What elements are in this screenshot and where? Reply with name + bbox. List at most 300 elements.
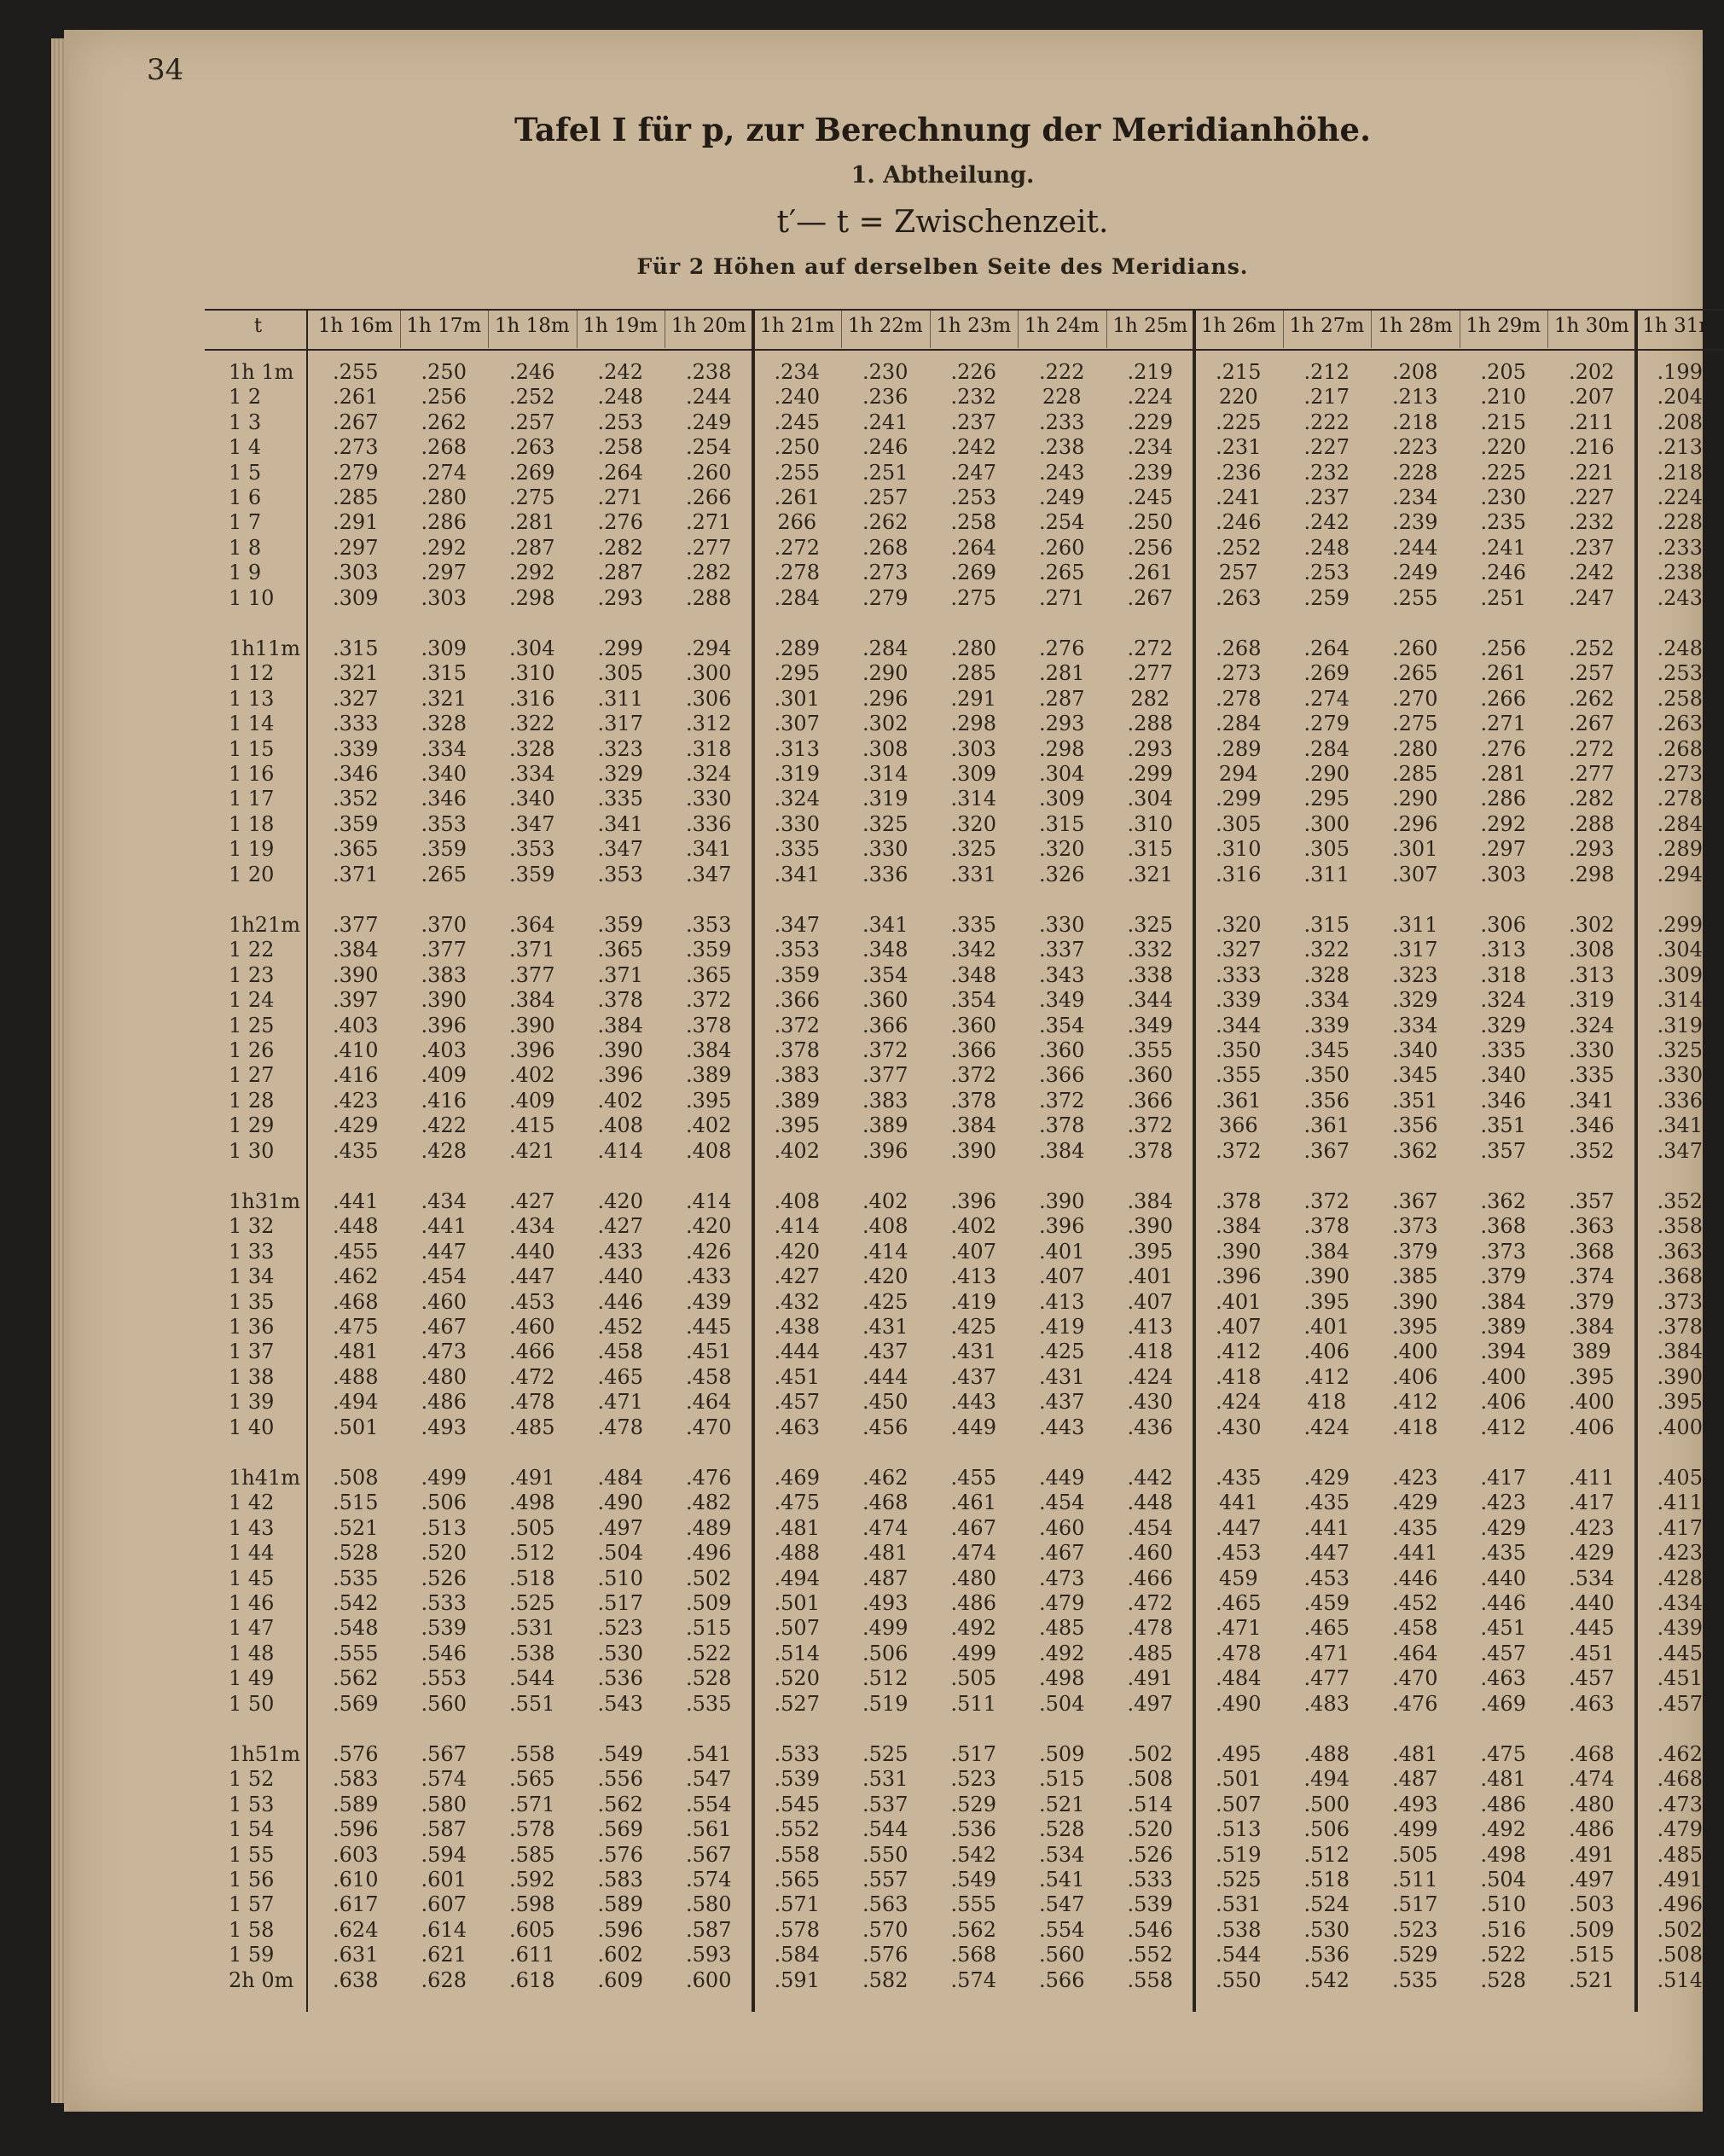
- table-cell: .609: [597, 1967, 643, 1992]
- table-cell: .323: [1392, 962, 1438, 987]
- table-cell: .251: [1480, 585, 1526, 610]
- table-cell: .285: [950, 661, 996, 686]
- table-cell: .413: [950, 1264, 996, 1289]
- table-cell: .563: [862, 1892, 908, 1917]
- row-t-label: 1 57: [229, 1892, 275, 1917]
- table-cell: .313: [1569, 962, 1615, 987]
- table-cell: .401: [1127, 1264, 1173, 1289]
- table-cell: .273: [1657, 762, 1703, 786]
- table-cell: .359: [597, 913, 643, 937]
- table-cell: .570: [862, 1917, 908, 1942]
- table-cell: .366: [950, 1038, 996, 1062]
- table-cell: .429: [333, 1113, 379, 1138]
- table-cell: .503: [1569, 1892, 1615, 1917]
- table-cell: .351: [1392, 1088, 1438, 1113]
- table-cell: .372: [686, 988, 732, 1013]
- table-cell: .275: [509, 485, 555, 509]
- table-cell: .298: [950, 712, 996, 736]
- table-cell: .464: [1392, 1641, 1438, 1665]
- table-cell: .429: [1392, 1491, 1438, 1515]
- table-cell: .346: [333, 762, 379, 786]
- table-cell: .483: [1303, 1691, 1350, 1716]
- table-cell: .501: [774, 1591, 820, 1615]
- page-title: Tafel I für p, zur Berechnung der Meridianhöhe.: [514, 111, 1371, 148]
- table-cell: .420: [862, 1264, 908, 1289]
- table-cell: .416: [333, 1063, 379, 1088]
- table-cell: .492: [950, 1616, 996, 1641]
- table-cell: .232: [1303, 460, 1350, 485]
- table-cell: .384: [1127, 1189, 1173, 1213]
- table-cell: .234: [774, 360, 820, 384]
- table-cell: .546: [421, 1641, 467, 1665]
- table-cell: .571: [509, 1792, 555, 1816]
- table-cell: .593: [686, 1943, 732, 1967]
- table-cell: .473: [421, 1340, 467, 1364]
- table-cell: .487: [862, 1566, 908, 1590]
- table-cell: .414: [597, 1138, 643, 1163]
- table-cell: .307: [1392, 862, 1438, 886]
- table-cell: .509: [1039, 1742, 1085, 1766]
- table-cell: .434: [1657, 1591, 1703, 1615]
- table-cell: .372: [950, 1063, 996, 1088]
- table-cell: .539: [421, 1616, 467, 1641]
- table-cell: .269: [950, 561, 996, 585]
- table-cell: .434: [509, 1214, 555, 1239]
- table-cell: .423: [1657, 1541, 1703, 1566]
- table-cell: .476: [1392, 1691, 1438, 1716]
- table-cell: .468: [1657, 1767, 1703, 1792]
- table-cell: .457: [1657, 1691, 1703, 1716]
- table-cell: .624: [333, 1917, 379, 1942]
- column-header: 1h 16m: [317, 315, 393, 337]
- table-cell: .395: [1303, 1289, 1350, 1314]
- table-cell: .497: [1569, 1868, 1615, 1892]
- table-cell: .504: [597, 1541, 643, 1566]
- table-cell: .372: [1039, 1088, 1085, 1113]
- table-cell: .249: [686, 410, 732, 434]
- table-cell: .402: [774, 1138, 820, 1163]
- table-cell: .357: [1480, 1138, 1526, 1163]
- table-cell: .230: [1480, 485, 1526, 509]
- table-cell: .415: [509, 1113, 555, 1138]
- table-cell: .462: [333, 1264, 379, 1289]
- table-cell: .354: [1039, 1013, 1085, 1037]
- table-cell: .444: [774, 1340, 820, 1364]
- table-cell: .444: [862, 1364, 908, 1389]
- table-cell: .435: [1392, 1515, 1438, 1540]
- table-cell: .317: [1392, 938, 1438, 962]
- row-t-label: 1h21m: [229, 913, 301, 937]
- row-t-label: 1 2: [229, 385, 262, 410]
- table-cell: .288: [686, 585, 732, 610]
- table-cell: .453: [509, 1289, 555, 1314]
- table-cell: 257: [1218, 561, 1258, 585]
- table-cell: .334: [509, 762, 555, 786]
- table-cell: .357: [1569, 1189, 1615, 1213]
- table-cell: .237: [950, 410, 996, 434]
- table-cell: .520: [774, 1666, 820, 1691]
- table-cell: .395: [774, 1113, 820, 1138]
- table-cell: .298: [1039, 736, 1085, 761]
- table-cell: .309: [421, 636, 467, 660]
- table-cell: .378: [1039, 1113, 1085, 1138]
- table-cell: .349: [1039, 988, 1085, 1013]
- table-cell: .282: [597, 535, 643, 560]
- table-cell: .319: [774, 762, 820, 786]
- table-cell: .411: [1569, 1466, 1615, 1490]
- table-cell: .402: [862, 1189, 908, 1213]
- table-cell: .313: [774, 736, 820, 761]
- table-cell: .504: [1480, 1868, 1526, 1892]
- table-cell: .395: [686, 1088, 732, 1113]
- table-cell: .550: [862, 1842, 908, 1867]
- table-cell: .207: [1569, 385, 1615, 410]
- table-cell: .287: [597, 561, 643, 585]
- table-cell: .589: [333, 1792, 379, 1816]
- table-cell: .448: [333, 1214, 379, 1239]
- table-cell: .215: [1480, 410, 1526, 434]
- table-cell: .458: [597, 1340, 643, 1364]
- table-cell: .366: [1039, 1063, 1085, 1088]
- table-cell: .409: [421, 1063, 467, 1088]
- table-cell: .460: [1127, 1541, 1173, 1566]
- table-cell: .361: [1303, 1113, 1350, 1138]
- table-cell: .338: [1127, 962, 1173, 987]
- table-cell: .465: [1303, 1616, 1350, 1641]
- table-cell: .286: [421, 510, 467, 535]
- table-cell: .407: [950, 1239, 996, 1264]
- table-cell: .352: [333, 787, 379, 811]
- table-cell: .536: [597, 1666, 643, 1691]
- row-t-label: 1 9: [229, 561, 262, 585]
- table-cell: .524: [1303, 1892, 1350, 1917]
- table-cell: .241: [1480, 535, 1526, 560]
- table-cell: .443: [950, 1390, 996, 1415]
- table-cell: .473: [1039, 1566, 1085, 1590]
- table-cell: .256: [1480, 636, 1526, 660]
- table-cell: .228: [1657, 510, 1703, 535]
- table-cell: .346: [1480, 1088, 1526, 1113]
- table-cell: .515: [1569, 1943, 1615, 1967]
- table-cell: .460: [1039, 1515, 1085, 1540]
- table-cell: .278: [1657, 787, 1703, 811]
- table-cell: .411: [1657, 1491, 1703, 1515]
- table-cell: .441: [333, 1189, 379, 1213]
- table-cell: .330: [686, 787, 732, 811]
- table-cell: .294: [686, 636, 732, 660]
- table-cell: .442: [1127, 1466, 1173, 1490]
- table-cell: .552: [1127, 1943, 1173, 1967]
- table-cell: .390: [597, 1038, 643, 1062]
- table-cell: .515: [333, 1491, 379, 1515]
- table-cell: .333: [1216, 962, 1262, 987]
- table-cell: .204: [1657, 385, 1703, 410]
- table-cell: .406: [1392, 1364, 1438, 1389]
- table-cell: .390: [1392, 1289, 1438, 1314]
- row-t-label: 1 27: [229, 1063, 275, 1088]
- table-cell: .324: [686, 762, 732, 786]
- table-cell: .408: [597, 1113, 643, 1138]
- table-cell: .368: [1480, 1214, 1526, 1239]
- table-cell: .569: [597, 1817, 643, 1842]
- table-cell: .341: [686, 837, 732, 862]
- table-cell: .533: [1127, 1868, 1173, 1892]
- table-cell: .244: [686, 385, 732, 410]
- table-cell: .435: [1480, 1541, 1526, 1566]
- table-cell: .290: [862, 661, 908, 686]
- table-cell: .400: [1657, 1415, 1703, 1439]
- table-cell: .498: [1039, 1666, 1085, 1691]
- table-cell: .409: [509, 1088, 555, 1113]
- table-cell: .384: [1569, 1315, 1615, 1339]
- table-cell: .523: [597, 1616, 643, 1641]
- table-cell: .281: [1480, 762, 1526, 786]
- table-cell: .558: [774, 1842, 820, 1867]
- table-cell: .278: [1216, 686, 1262, 711]
- row-t-label: 1 32: [229, 1214, 275, 1239]
- row-t-label: 1 15: [229, 736, 275, 761]
- row-t-label: 1 59: [229, 1943, 275, 1967]
- table-cell: .493: [1392, 1792, 1438, 1816]
- table-cell: .518: [509, 1566, 555, 1590]
- table-cell: .327: [333, 686, 379, 711]
- row-t-label: 1 25: [229, 1013, 275, 1037]
- table-cell: .554: [686, 1792, 732, 1816]
- table-cell: .261: [774, 485, 820, 509]
- table-cell: .281: [509, 510, 555, 535]
- row-t-label: 1 29: [229, 1113, 275, 1138]
- table-cell: .454: [1039, 1491, 1085, 1515]
- column-header: 1h 18m: [494, 315, 570, 337]
- table-cell: .255: [1392, 585, 1438, 610]
- table-cell: .424: [1216, 1390, 1262, 1415]
- table-note: Für 2 Höhen auf derselben Seite des Meridians.: [636, 254, 1249, 279]
- table-cell: .519: [1216, 1842, 1262, 1867]
- table-cell: .348: [862, 938, 908, 962]
- table-cell: .488: [1303, 1742, 1350, 1766]
- row-t-label: 2h 0m: [229, 1967, 294, 1992]
- table-cell: .356: [1392, 1113, 1438, 1138]
- table-cell: .291: [333, 510, 379, 535]
- table-cell: .516: [1480, 1917, 1526, 1942]
- table-cell: .547: [1039, 1892, 1085, 1917]
- table-cell: .225: [1216, 410, 1262, 434]
- table-cell: .576: [862, 1943, 908, 1967]
- table-cell: .247: [950, 460, 996, 485]
- table-cell: .299: [1657, 913, 1703, 937]
- table-cell: .365: [686, 962, 732, 987]
- table-cell: .312: [686, 712, 732, 736]
- table-cell: .611: [509, 1943, 555, 1967]
- table-cell: .494: [1303, 1767, 1350, 1792]
- table-cell: .336: [862, 862, 908, 886]
- table-cell: .320: [1216, 913, 1262, 937]
- table-cell: .472: [1127, 1591, 1173, 1615]
- row-t-label: 1h51m: [229, 1742, 301, 1766]
- table-cell: .555: [950, 1892, 996, 1917]
- table-cell: .451: [1657, 1666, 1703, 1691]
- table-cell: .208: [1657, 410, 1703, 434]
- table-cell: .510: [597, 1566, 643, 1590]
- table-cell: .280: [421, 485, 467, 509]
- table-cell: .470: [686, 1415, 732, 1439]
- table-cell: .467: [950, 1515, 996, 1540]
- table-cell: .470: [1392, 1666, 1438, 1691]
- table-cell: .502: [1127, 1742, 1173, 1766]
- row-t-label: 1 50: [229, 1691, 275, 1716]
- table-cell: .213: [1657, 435, 1703, 460]
- row-t-label: 1 45: [229, 1566, 275, 1590]
- table-cell: .542: [333, 1591, 379, 1615]
- table-cell: .413: [1039, 1289, 1085, 1314]
- table-cell: .418: [1392, 1415, 1438, 1439]
- table-cell: .486: [1480, 1792, 1526, 1816]
- table-cell: .558: [1127, 1967, 1173, 1992]
- table-cell: .359: [333, 811, 379, 836]
- table-cell: .448: [1127, 1491, 1173, 1515]
- table-cell: .235: [1480, 510, 1526, 535]
- col-divider: [841, 311, 842, 348]
- table-cell: .546: [1127, 1917, 1173, 1942]
- table-cell: .311: [597, 686, 643, 711]
- table-cell: .480: [1569, 1792, 1615, 1816]
- table-cell: .407: [1039, 1264, 1085, 1289]
- table-cell: .297: [421, 561, 467, 585]
- table-cell: .461: [950, 1491, 996, 1515]
- table-cell: .610: [333, 1868, 379, 1892]
- table-cell: .253: [950, 485, 996, 509]
- row-t-label: 1 14: [229, 712, 275, 736]
- table-cell: .289: [1657, 837, 1703, 862]
- row-t-label: 1 30: [229, 1138, 275, 1163]
- table-cell: .578: [774, 1917, 820, 1942]
- table-cell: .306: [686, 686, 732, 711]
- table-cell: .560: [421, 1691, 467, 1716]
- table-cell: .275: [1392, 712, 1438, 736]
- table-cell: .241: [1216, 485, 1262, 509]
- table-cell: .238: [1657, 561, 1703, 585]
- table-cell: .396: [862, 1138, 908, 1163]
- column-header: 1h 26m: [1200, 315, 1276, 337]
- table-cell: .402: [950, 1214, 996, 1239]
- table-cell: .534: [1039, 1842, 1085, 1867]
- table-cell: .505: [509, 1515, 555, 1540]
- table-cell: .325: [1657, 1038, 1703, 1062]
- table-cell: .471: [1303, 1641, 1350, 1665]
- table-cell: .250: [1127, 510, 1173, 535]
- table-cell: .311: [1303, 862, 1350, 886]
- row-t-label: 1 52: [229, 1767, 275, 1792]
- table-cell: .248: [1657, 636, 1703, 660]
- table-cell: .377: [509, 962, 555, 987]
- table-cell: .508: [1657, 1943, 1703, 1967]
- table-cell: .336: [686, 811, 732, 836]
- table-cell: .417: [1569, 1491, 1615, 1515]
- table-cell: .379: [1569, 1289, 1615, 1314]
- table-cell: .287: [1039, 686, 1085, 711]
- table-cell: .336: [1657, 1088, 1703, 1113]
- table-cell: .550: [1216, 1967, 1262, 1992]
- table-cell: .522: [1480, 1943, 1526, 1967]
- table-cell: .420: [597, 1189, 643, 1213]
- table-cell: .237: [1569, 535, 1615, 560]
- table-cell: .383: [774, 1063, 820, 1088]
- table-cell: 228: [1042, 385, 1082, 410]
- row-t-label: 1 39: [229, 1390, 275, 1415]
- table-cell: .492: [1480, 1817, 1526, 1842]
- table-cell: .237: [1303, 485, 1350, 509]
- table-cell: .486: [1569, 1817, 1615, 1842]
- table-cell: .247: [1569, 585, 1615, 610]
- table-cell: .293: [1127, 736, 1173, 761]
- table-cell: .304: [1039, 762, 1085, 786]
- table-cell: .562: [950, 1917, 996, 1942]
- table-cell: .545: [774, 1792, 820, 1816]
- table-cell: .368: [1569, 1239, 1615, 1264]
- table-cell: .279: [862, 585, 908, 610]
- table-cell: .315: [1039, 811, 1085, 836]
- table-cell: .453: [1216, 1541, 1262, 1566]
- table-cell: .580: [421, 1792, 467, 1816]
- table-cell: .395: [1127, 1239, 1173, 1264]
- table-cell: .282: [1569, 787, 1615, 811]
- table-cell: .324: [1480, 988, 1526, 1013]
- table-cell: .494: [774, 1566, 820, 1590]
- table-cell: .488: [774, 1541, 820, 1566]
- table-cell: .416: [421, 1088, 467, 1113]
- table-cell: .457: [1569, 1666, 1615, 1691]
- table-cell: .408: [774, 1189, 820, 1213]
- table-cell: .515: [686, 1616, 732, 1641]
- table-cell: .294: [1657, 862, 1703, 886]
- table-cell: .331: [950, 862, 996, 886]
- table-cell: .506: [862, 1641, 908, 1665]
- table-cell: .354: [862, 962, 908, 987]
- table-cell: .451: [1480, 1616, 1526, 1641]
- table-cell: .538: [509, 1641, 555, 1665]
- table-cell: .536: [1303, 1943, 1350, 1967]
- table-cell: .544: [1216, 1943, 1262, 1967]
- table-cell: .544: [509, 1666, 555, 1691]
- table-cell: .324: [774, 787, 820, 811]
- row-t-label: 1 53: [229, 1792, 275, 1816]
- table-cell: .212: [1303, 360, 1350, 384]
- table-cell: .458: [686, 1364, 732, 1389]
- table-cell: .289: [774, 636, 820, 660]
- table-cell: .287: [509, 535, 555, 560]
- table-cell: .347: [1657, 1138, 1703, 1163]
- table-cell: .246: [509, 360, 555, 384]
- table-cell: .505: [950, 1666, 996, 1691]
- row-t-label: 1h11m: [229, 636, 301, 660]
- table-cell: .213: [1392, 385, 1438, 410]
- table-cell: 282: [1130, 686, 1170, 711]
- table-cell: .243: [1039, 460, 1085, 485]
- table-cell: .521: [1039, 1792, 1085, 1816]
- table-cell: .531: [509, 1616, 555, 1641]
- table-cell: .227: [1303, 435, 1350, 460]
- table-cell: .282: [686, 561, 732, 585]
- table-cell: .512: [509, 1541, 555, 1566]
- column-header: 1h 21m: [759, 315, 835, 337]
- table-cell: .489: [686, 1515, 732, 1540]
- table-cell: .425: [862, 1289, 908, 1314]
- row-t-label: 1 8: [229, 535, 262, 560]
- row-t-label: 1 38: [229, 1364, 275, 1389]
- table-cell: .567: [686, 1842, 732, 1867]
- table-cell: .347: [509, 811, 555, 836]
- table-cell: .242: [1303, 510, 1350, 535]
